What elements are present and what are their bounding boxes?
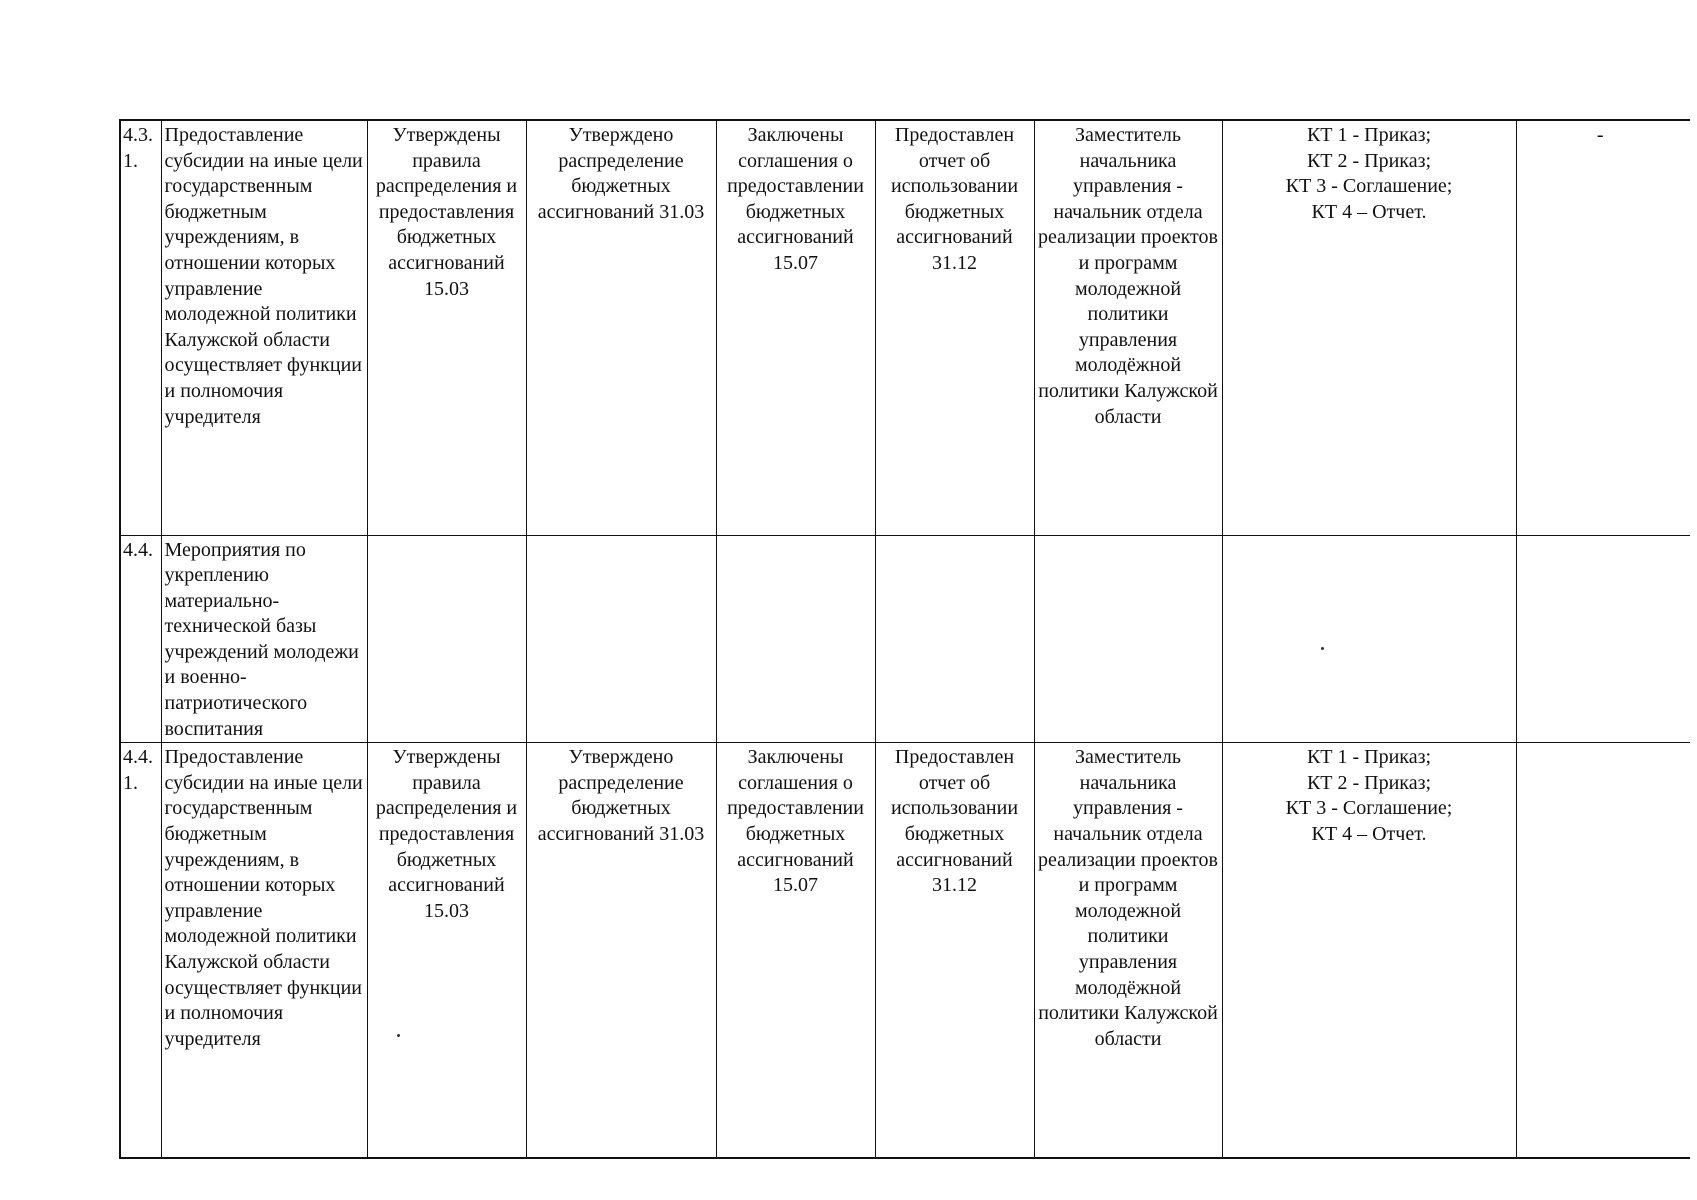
document-line: КТ 4 – Отчет. xyxy=(1311,823,1427,846)
documents-cell xyxy=(1222,743,1516,1158)
last-column-cell xyxy=(1516,120,1690,535)
row-number: 4.4. xyxy=(120,535,161,743)
control-point-1: Утверждены правила распределения и предоставления бюджетных ассигнований 15.03 xyxy=(367,120,526,535)
scan-speck xyxy=(397,1034,400,1037)
control-point-3: Заключены соглашения о предоставлении бюджетных ассигнований 15.07 xyxy=(716,120,875,535)
control-point-3: Заключены соглашения о предоставлении бюджетных ассигнований 15.07 xyxy=(716,743,875,1158)
last-column-cell xyxy=(1516,535,1690,743)
event-name: Предоставление субсидии на иные цели государственным бюджетным учреждениям, в отношении которых управление молодежной политики Калужской области осуществляет функции и полномочия учредителя xyxy=(161,743,367,1158)
last-column-cell xyxy=(1516,743,1690,1158)
scan-speck xyxy=(1321,647,1324,650)
control-point-4: Предоставлен отчет об использовании бюджетных ассигнований 31.12 xyxy=(875,743,1034,1158)
row-number: 4.3.1. xyxy=(120,120,161,535)
responsible-person: Заместитель начальника управления - начальник отдела реализации проектов и программ молодежной политики управления молодёжной политики Калужской области xyxy=(1034,743,1222,1158)
event-name: Мероприятия по укреплению материально-технической базы учреждений молодежи и военно-патриотического воспитания xyxy=(161,535,367,743)
control-point-3 xyxy=(716,535,875,743)
row-number: 4.4.1. xyxy=(120,743,161,1158)
document-line: КТ 2 - Приказ; xyxy=(1306,149,1432,172)
event-name: Предоставление субсидии на иные цели государственным бюджетным учреждениям, в отношении которых управление молодежной политики Калужской области осуществляет функции и полномочия учредителя xyxy=(161,120,367,535)
document-line: КТ 3 - Соглашение; xyxy=(1285,797,1453,820)
table-row xyxy=(120,743,1690,1158)
document-line: КТ 1 - Приказ; xyxy=(1306,124,1432,146)
plan-table xyxy=(119,119,1690,1159)
table-row xyxy=(120,535,1690,743)
control-point-1 xyxy=(367,535,526,743)
documents-cell xyxy=(1222,120,1516,535)
control-point-2 xyxy=(526,535,716,743)
dash-mark: - xyxy=(1596,124,1604,146)
document-line: КТ 4 – Отчет. xyxy=(1311,200,1427,223)
responsible-person: Заместитель начальника управления - начальник отдела реализации проектов и программ молодежной политики управления молодёжной политики Калужской области xyxy=(1034,120,1222,535)
document-line: КТ 3 - Соглашение; xyxy=(1285,175,1453,198)
control-point-2: Утверждено распределение бюджетных ассигнований 31.03 xyxy=(526,120,716,535)
control-point-4 xyxy=(875,535,1034,743)
control-point-2: Утверждено распределение бюджетных ассигнований 31.03 xyxy=(526,743,716,1158)
document-line: КТ 1 - Приказ; xyxy=(1306,746,1432,769)
documents-cell xyxy=(1222,535,1516,743)
document-line: КТ 2 - Приказ; xyxy=(1306,771,1432,794)
control-point-4: Предоставлен отчет об использовании бюджетных ассигнований 31.12 xyxy=(875,120,1034,535)
table-row xyxy=(120,120,1690,535)
responsible-person xyxy=(1034,535,1222,743)
control-point-1: Утверждены правила распределения и предоставления бюджетных ассигнований 15.03 xyxy=(367,743,526,1158)
